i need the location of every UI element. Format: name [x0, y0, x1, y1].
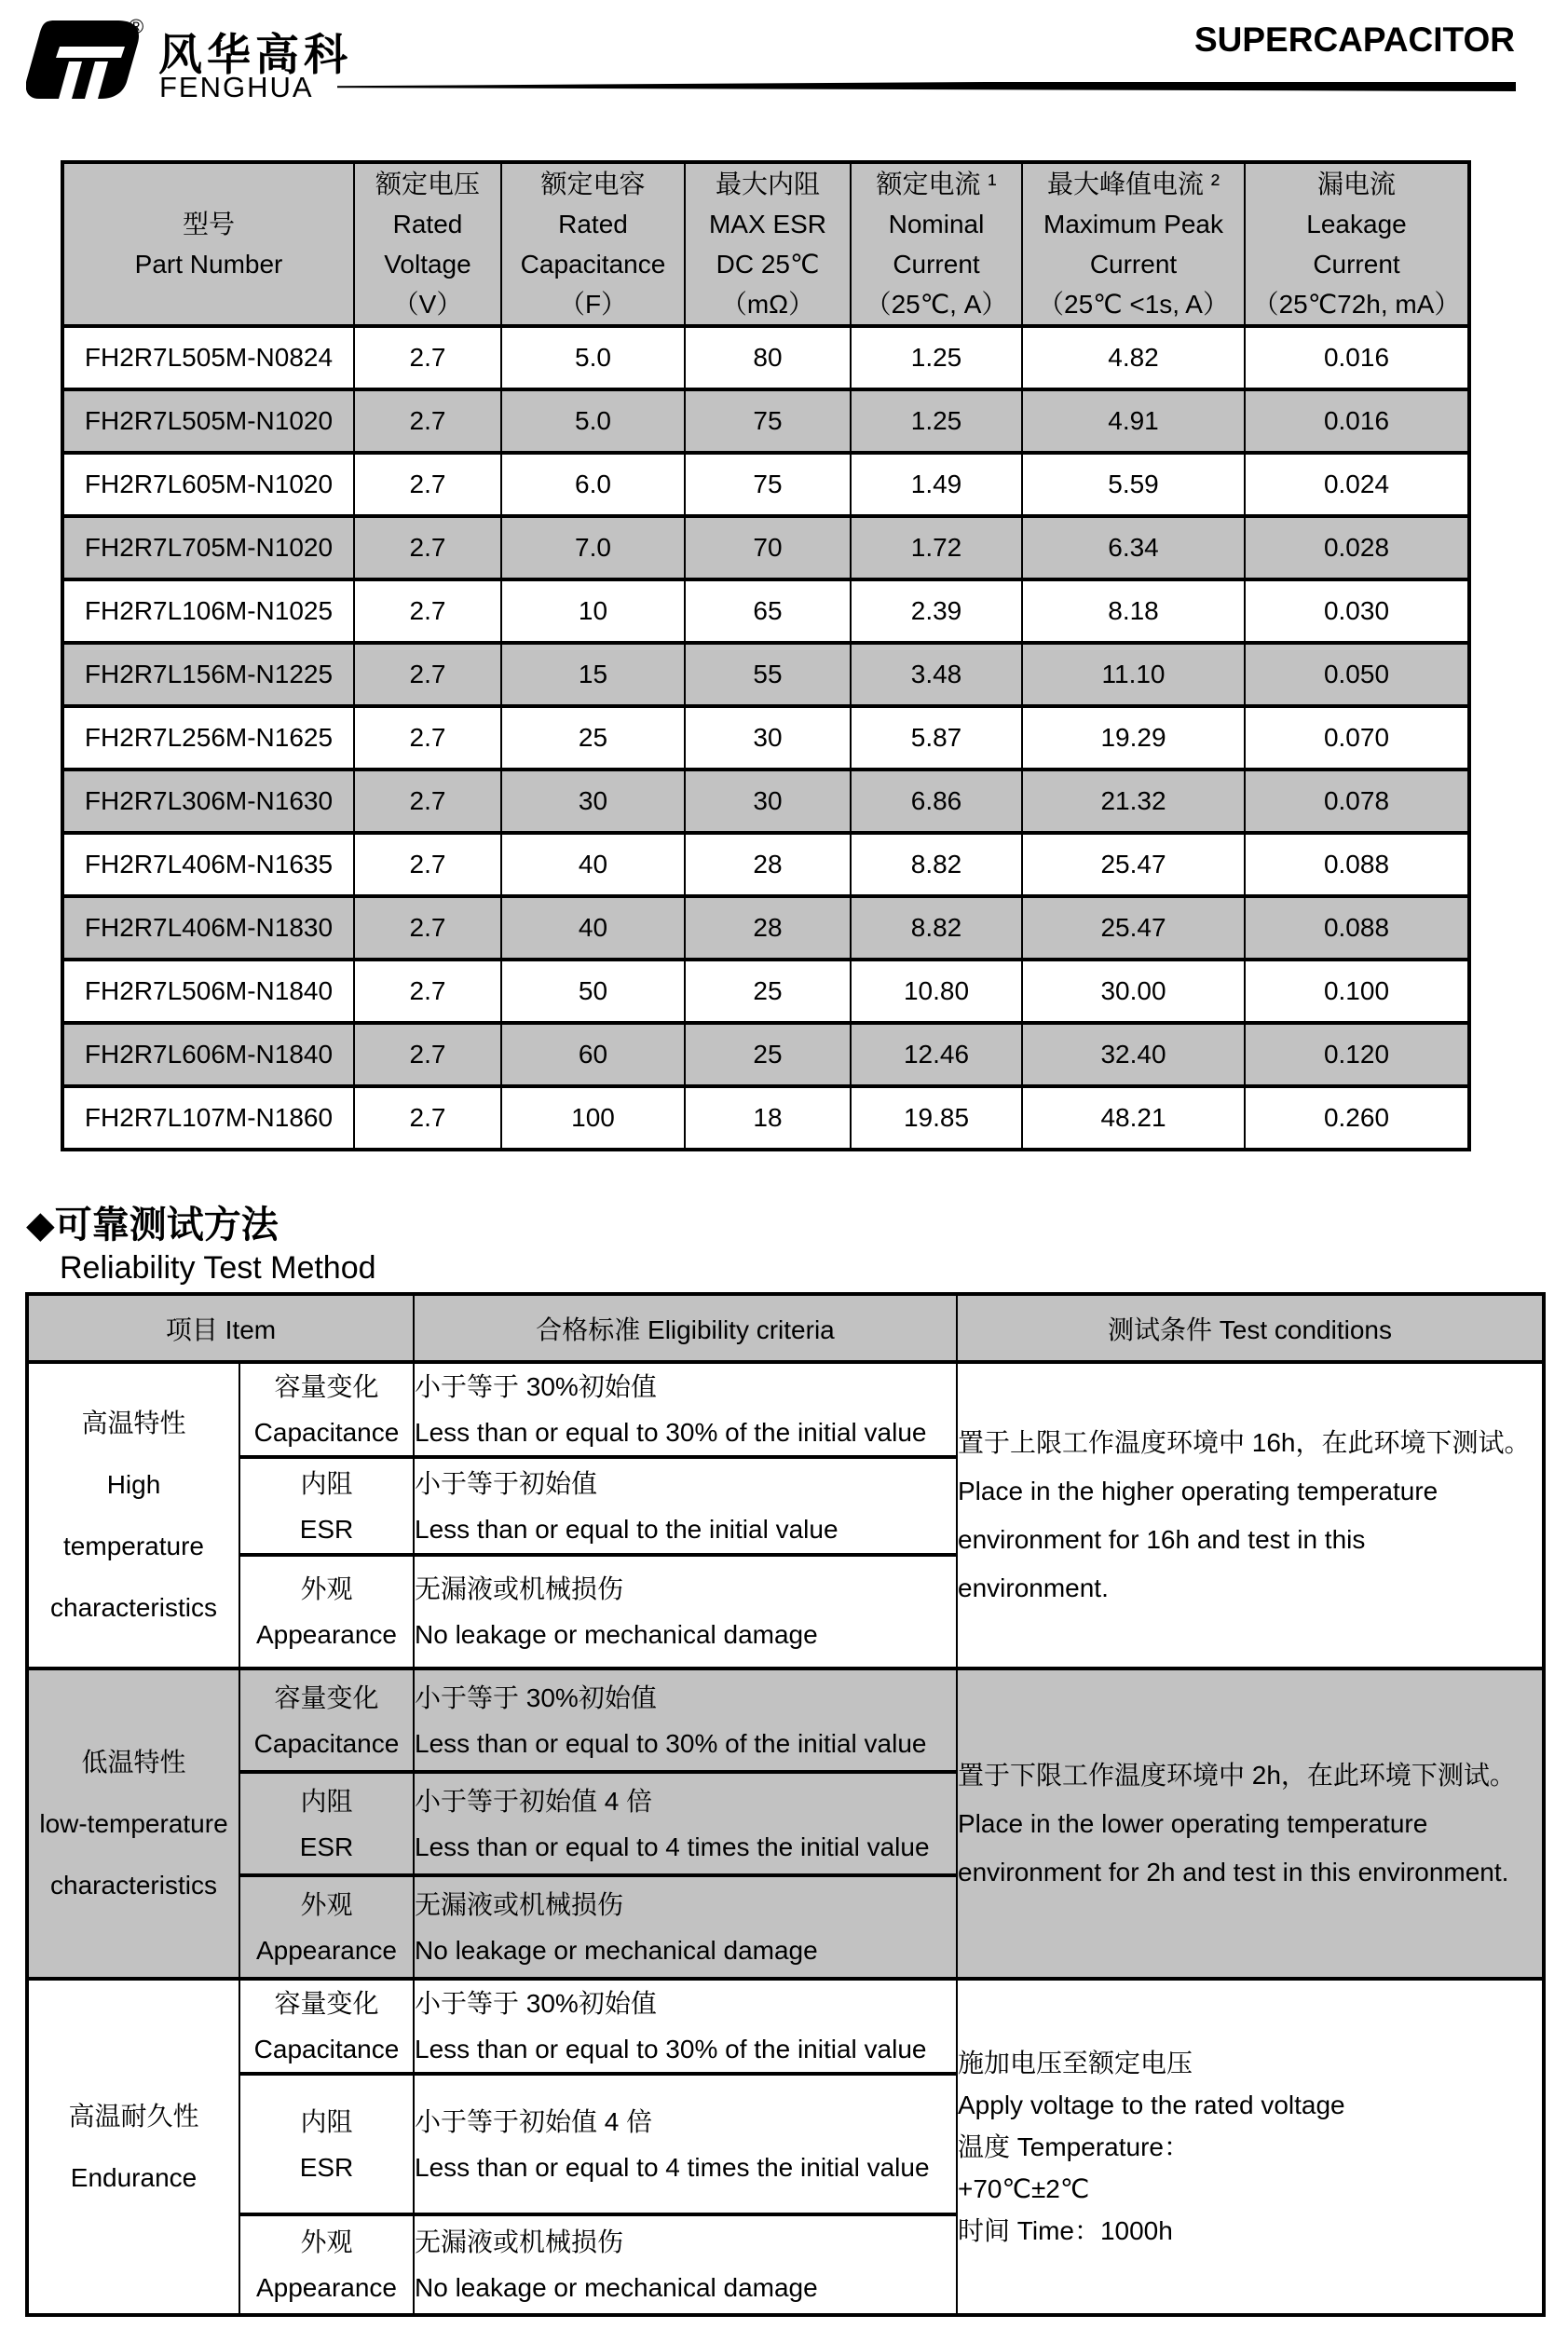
table-row — [62, 706, 1469, 770]
spec-value-cell: 15 — [501, 643, 685, 706]
criteria-line: 无漏液或机械损伤 — [415, 1889, 624, 1919]
criteria-line: Less than or equal to 4 times the initial value — [415, 1832, 930, 1861]
spec-value-cell: 25.47 — [1022, 896, 1245, 960]
criteria-line: No leakage or mechanical damage — [415, 2273, 818, 2302]
sub-item-cell — [239, 1362, 414, 1457]
group-name-line: low-temperature — [39, 1808, 228, 1838]
sub-item-line: Capacitance — [253, 2035, 400, 2063]
spec-header-line: Rated — [558, 210, 628, 238]
sub-item-line: ESR — [299, 1514, 354, 1544]
condition-line: environment for 16h and test in this — [958, 1524, 1366, 1554]
spec-table-body — [62, 326, 1469, 1150]
spec-value-cell: 55 — [685, 643, 851, 706]
spec-value-cell: 30.00 — [1022, 960, 1245, 1023]
spec-value-cell: 3.48 — [851, 643, 1022, 706]
part-number-cell: FH2R7L406M-N1830 — [62, 896, 354, 960]
group-name-line: 低温特性 — [81, 1747, 186, 1777]
section-title-english: Reliability Test Method — [60, 1250, 376, 1286]
part-number-cell: FH2R7L606M-N1840 — [62, 1023, 354, 1086]
sub-item-line: 外观 — [300, 2227, 353, 2256]
criteria-line: 无漏液或机械损伤 — [415, 1574, 624, 1603]
table-row — [62, 579, 1469, 643]
reliability-row — [27, 1362, 1544, 1457]
spec-value-cell: 8.82 — [851, 896, 1022, 960]
condition-line: Place in the higher operating temperature — [958, 1476, 1438, 1505]
brand-name-english: FENGHUA — [159, 71, 314, 103]
spec-value-cell: 10 — [501, 579, 685, 643]
spec-value-cell: 5.87 — [851, 706, 1022, 770]
spec-col-header-5 — [1022, 162, 1245, 326]
spec-value-cell: 2.7 — [354, 896, 501, 960]
spec-value-cell: 8.82 — [851, 833, 1022, 896]
condition-line: environment for 2h and test in this environment. — [958, 1857, 1509, 1886]
spec-value-cell: 2.7 — [354, 1086, 501, 1150]
spec-header-line: （F） — [558, 290, 628, 319]
spec-value-cell: 25 — [501, 706, 685, 770]
spec-value-cell: 25 — [685, 960, 851, 1023]
spec-value-cell: 21.32 — [1022, 770, 1245, 833]
part-number-cell: FH2R7L605M-N1020 — [62, 453, 354, 516]
sub-item-line: 内阻 — [300, 2106, 353, 2136]
spec-value-cell: 4.82 — [1022, 326, 1245, 389]
spec-header-line: Nominal — [888, 210, 985, 238]
sub-item-line: ESR — [299, 1832, 354, 1861]
reliability-table-head — [27, 1294, 1544, 1362]
spec-value-cell: 0.260 — [1245, 1086, 1469, 1150]
criteria-cell — [414, 2214, 957, 2315]
spec-value-cell: 7.0 — [501, 516, 685, 579]
spec-value-cell: 0.024 — [1245, 453, 1469, 516]
sub-item-line: Appearance — [255, 1620, 397, 1649]
spec-value-cell: 0.100 — [1245, 960, 1469, 1023]
test-condition-cell — [957, 1362, 1544, 1668]
criteria-cell — [414, 1555, 957, 1668]
group-name-line: 高温特性 — [81, 1408, 186, 1437]
spec-value-cell: 1.25 — [851, 389, 1022, 453]
spec-col-header-2 — [501, 162, 685, 326]
sub-item-line: Capacitance — [253, 1418, 400, 1447]
sub-item-cell — [239, 1979, 414, 2074]
sub-item-line: Capacitance — [253, 1728, 400, 1758]
spec-value-cell: 25.47 — [1022, 833, 1245, 896]
spec-value-cell: 6.86 — [851, 770, 1022, 833]
spec-value-cell: 100 — [501, 1086, 685, 1150]
part-number-cell: FH2R7L306M-N1630 — [62, 770, 354, 833]
condition-line: 施加电压至额定电压 — [958, 2049, 1193, 2077]
spec-value-cell: 0.120 — [1245, 1023, 1469, 1086]
group-name-line: characteristics — [50, 1592, 217, 1622]
header-rule — [337, 82, 1516, 91]
criteria-line: 小于等于 30%初始值 — [415, 1372, 657, 1401]
table-row — [62, 896, 1469, 960]
spec-value-cell: 5.0 — [501, 326, 685, 389]
spec-header-line: 型号 — [182, 210, 235, 238]
group-name-line: 高温耐久性 — [68, 2101, 199, 2131]
sub-item-cell — [239, 1772, 414, 1875]
spec-header-line: Maximum Peak — [1043, 210, 1223, 238]
spec-value-cell: 28 — [685, 896, 851, 960]
condition-line: 温度 Temperature： — [958, 2132, 1190, 2161]
spec-value-cell: 1.25 — [851, 326, 1022, 389]
part-number-cell: FH2R7L705M-N1020 — [62, 516, 354, 579]
reliability-row — [27, 1979, 1544, 2074]
criteria-cell — [414, 1772, 957, 1875]
reliability-row — [27, 1668, 1544, 1772]
spec-header-line: 漏电流 — [1316, 170, 1396, 198]
criteria-line: 小于等于 30%初始值 — [415, 1989, 657, 2018]
reliability-table-body — [27, 1362, 1544, 2315]
spec-col-header-0 — [62, 162, 354, 326]
test-condition-cell — [957, 1668, 1544, 1979]
spec-table — [61, 160, 1471, 1151]
spec-header-line: 额定电流 ¹ — [876, 170, 997, 198]
part-number-cell: FH2R7L156M-N1225 — [62, 643, 354, 706]
table-row — [62, 643, 1469, 706]
spec-value-cell: 60 — [501, 1023, 685, 1086]
spec-header-line: （mΩ） — [720, 290, 815, 319]
table-row — [62, 1023, 1469, 1086]
sub-item-line: 容量变化 — [274, 1989, 379, 2018]
document-title: SUPERCAPACITOR — [1193, 20, 1515, 59]
spec-value-cell: 1.72 — [851, 516, 1022, 579]
sub-item-line: 容量变化 — [274, 1682, 379, 1712]
diamond-bullet-icon: ◆ — [26, 1205, 55, 1246]
spec-table-head — [62, 162, 1469, 326]
spec-header-line: MAX ESR — [708, 210, 827, 238]
criteria-cell — [414, 1979, 957, 2074]
reliability-col-header-0: 项目 Item — [27, 1294, 414, 1362]
criteria-line: Less than or equal to 30% of the initial value — [415, 1418, 927, 1447]
section-title-chinese — [26, 1195, 279, 1248]
sub-item-line: Appearance — [255, 1935, 397, 1965]
spec-value-cell: 0.088 — [1245, 896, 1469, 960]
spec-value-cell: 75 — [685, 389, 851, 453]
part-number-cell: FH2R7L256M-N1625 — [62, 706, 354, 770]
spec-value-cell: 2.7 — [354, 706, 501, 770]
spec-header-line: （V） — [392, 290, 463, 319]
spec-value-cell: 80 — [685, 326, 851, 389]
group-name-line: characteristics — [50, 1870, 217, 1900]
spec-value-cell: 40 — [501, 896, 685, 960]
spec-value-cell: 2.7 — [354, 326, 501, 389]
table-row — [62, 1086, 1469, 1150]
table-row — [62, 833, 1469, 896]
table-row — [62, 960, 1469, 1023]
spec-value-cell: 2.7 — [354, 643, 501, 706]
spec-value-cell: 8.18 — [1022, 579, 1245, 643]
reliability-header-row — [27, 1294, 1544, 1362]
spec-value-cell: 30 — [501, 770, 685, 833]
spec-value-cell: 40 — [501, 833, 685, 896]
group-name-line: temperature — [63, 1531, 204, 1560]
spec-value-cell: 2.7 — [354, 1023, 501, 1086]
condition-line: environment. — [958, 1573, 1109, 1602]
group-name-line: High — [106, 1469, 161, 1499]
spec-value-cell: 18 — [685, 1086, 851, 1150]
spec-value-cell: 0.030 — [1245, 579, 1469, 643]
spec-value-cell: 12.46 — [851, 1023, 1022, 1086]
spec-value-cell: 2.7 — [354, 960, 501, 1023]
part-number-cell: FH2R7L106M-N1025 — [62, 579, 354, 643]
table-row — [62, 516, 1469, 579]
spec-header-line: Leakage — [1306, 210, 1407, 238]
sub-item-line: 容量变化 — [274, 1372, 379, 1401]
sub-item-cell — [239, 2074, 414, 2214]
spec-value-cell: 19.29 — [1022, 706, 1245, 770]
spec-value-cell: 10.80 — [851, 960, 1022, 1023]
spec-header-row — [62, 162, 1469, 326]
spec-value-cell: 70 — [685, 516, 851, 579]
spec-value-cell: 6.34 — [1022, 516, 1245, 579]
criteria-cell — [414, 1668, 957, 1772]
condition-line: Apply voltage to the rated voltage — [958, 2091, 1345, 2119]
sub-item-line: Appearance — [255, 2273, 397, 2302]
spec-value-cell: 48.21 — [1022, 1086, 1245, 1150]
spec-value-cell: 0.016 — [1245, 389, 1469, 453]
sub-item-line: ESR — [299, 2152, 354, 2182]
spec-value-cell: 1.49 — [851, 453, 1022, 516]
spec-header-line: DC 25℃ — [716, 250, 820, 279]
table-row — [62, 453, 1469, 516]
spec-value-cell: 2.7 — [354, 453, 501, 516]
spec-value-cell: 0.078 — [1245, 770, 1469, 833]
criteria-line: Less than or equal to 30% of the initial value — [415, 1728, 927, 1758]
spec-header-line: 额定电压 — [375, 170, 480, 198]
spec-value-cell: 25 — [685, 1023, 851, 1086]
spec-col-header-4 — [851, 162, 1022, 326]
spec-value-cell: 19.85 — [851, 1086, 1022, 1150]
criteria-cell — [414, 1457, 957, 1555]
reliability-col-header-1: 合格标准 Eligibility criteria — [414, 1294, 957, 1362]
spec-value-cell: 0.028 — [1245, 516, 1469, 579]
table-row — [62, 770, 1469, 833]
spec-value-cell: 11.10 — [1022, 643, 1245, 706]
test-item-group-cell — [27, 1668, 239, 1979]
test-item-group-cell — [27, 1362, 239, 1668]
criteria-cell — [414, 2074, 957, 2214]
condition-line: 置于下限工作温度环境中 2h，在此环境下测试。 — [958, 1760, 1516, 1790]
spec-header-line: 最大内阻 — [715, 170, 820, 198]
fenghua-logo-icon — [26, 19, 142, 101]
spec-header-line: Part Number — [134, 250, 283, 279]
criteria-line: 小于等于初始值 4 倍 — [415, 2106, 653, 2136]
spec-value-cell: 65 — [685, 579, 851, 643]
group-name-line: Endurance — [70, 2162, 198, 2192]
sub-item-cell — [239, 1457, 414, 1555]
spec-value-cell: 4.91 — [1022, 389, 1245, 453]
criteria-cell — [414, 1362, 957, 1457]
criteria-line: 小于等于 30%初始值 — [415, 1682, 657, 1712]
reliability-col-header-2: 测试条件 Test conditions — [957, 1294, 1544, 1362]
criteria-line: Less than or equal to 4 times the initial value — [415, 2152, 930, 2182]
spec-value-cell: 2.7 — [354, 833, 501, 896]
spec-value-cell: 0.088 — [1245, 833, 1469, 896]
sub-item-cell — [239, 2214, 414, 2315]
spec-col-header-6 — [1245, 162, 1469, 326]
sub-item-line: 外观 — [300, 1889, 353, 1919]
spec-header-line: Current — [1089, 250, 1178, 279]
spec-value-cell: 6.0 — [501, 453, 685, 516]
spec-col-header-1 — [354, 162, 501, 326]
section-title-cn-text: 可靠测试方法 — [54, 1205, 279, 1246]
spec-header-line: 最大峰值电流 ² — [1046, 170, 1220, 198]
spec-header-line: Voltage — [384, 250, 471, 279]
spec-value-cell: 28 — [685, 833, 851, 896]
criteria-line: Less than or equal to 30% of the initial value — [415, 2035, 927, 2063]
part-number-cell: FH2R7L506M-N1840 — [62, 960, 354, 1023]
spec-value-cell: 30 — [685, 706, 851, 770]
spec-header-line: （25℃, A） — [865, 290, 1008, 319]
spec-value-cell: 0.050 — [1245, 643, 1469, 706]
part-number-cell: FH2R7L505M-N1020 — [62, 389, 354, 453]
brand-name-chinese: 风华高科 — [158, 30, 352, 79]
spec-header-line: Rated — [392, 210, 463, 238]
spec-value-cell: 2.39 — [851, 579, 1022, 643]
sub-item-line: 内阻 — [300, 1468, 353, 1498]
criteria-line: No leakage or mechanical damage — [415, 1935, 818, 1965]
criteria-line: 小于等于初始值 — [415, 1468, 598, 1498]
spec-header-line: Capacitance — [520, 250, 666, 279]
registered-trademark-icon: ® — [129, 15, 144, 38]
table-row — [62, 389, 1469, 453]
part-number-cell: FH2R7L505M-N0824 — [62, 326, 354, 389]
sub-item-cell — [239, 1875, 414, 1979]
spec-header-line: （25℃ <1s, A） — [1038, 290, 1229, 319]
spec-header-line: Current — [893, 250, 980, 279]
condition-line: 置于上限工作温度环境中 16h，在此环境下测试。 — [958, 1427, 1531, 1457]
test-item-group-cell — [27, 1979, 239, 2315]
spec-value-cell: 2.7 — [354, 579, 501, 643]
criteria-line: No leakage or mechanical damage — [415, 1620, 818, 1649]
spec-value-cell: 2.7 — [354, 770, 501, 833]
sub-item-line: 外观 — [300, 1574, 353, 1603]
criteria-line: Less than or equal to the initial value — [415, 1514, 839, 1544]
sub-item-cell — [239, 1668, 414, 1772]
condition-line: +70℃±2℃ — [958, 2174, 1090, 2203]
condition-line: 时间 Time：1000h — [958, 2216, 1173, 2245]
table-row — [62, 326, 1469, 389]
spec-value-cell: 0.016 — [1245, 326, 1469, 389]
criteria-line: 小于等于初始值 4 倍 — [415, 1786, 653, 1816]
part-number-cell: FH2R7L107M-N1860 — [62, 1086, 354, 1150]
part-number-cell: FH2R7L406M-N1635 — [62, 833, 354, 896]
reliability-table — [25, 1292, 1546, 2317]
test-condition-cell — [957, 1979, 1544, 2315]
sub-item-cell — [239, 1555, 414, 1668]
spec-col-header-3 — [685, 162, 851, 326]
spec-value-cell: 2.7 — [354, 516, 501, 579]
spec-header-line: 额定电容 — [540, 170, 646, 198]
condition-line: Place in the lower operating temperature — [958, 1808, 1428, 1838]
spec-value-cell: 32.40 — [1022, 1023, 1245, 1086]
spec-value-cell: 5.59 — [1022, 453, 1245, 516]
criteria-cell — [414, 1875, 957, 1979]
spec-value-cell: 50 — [501, 960, 685, 1023]
spec-value-cell: 2.7 — [354, 389, 501, 453]
spec-value-cell: 5.0 — [501, 389, 685, 453]
sub-item-line: 内阻 — [300, 1786, 353, 1816]
spec-value-cell: 75 — [685, 453, 851, 516]
criteria-line: 无漏液或机械损伤 — [415, 2227, 624, 2256]
spec-value-cell: 0.070 — [1245, 706, 1469, 770]
spec-header-line: Current — [1313, 250, 1400, 279]
spec-header-line: （25℃72h, mA） — [1252, 290, 1461, 319]
spec-value-cell: 30 — [685, 770, 851, 833]
